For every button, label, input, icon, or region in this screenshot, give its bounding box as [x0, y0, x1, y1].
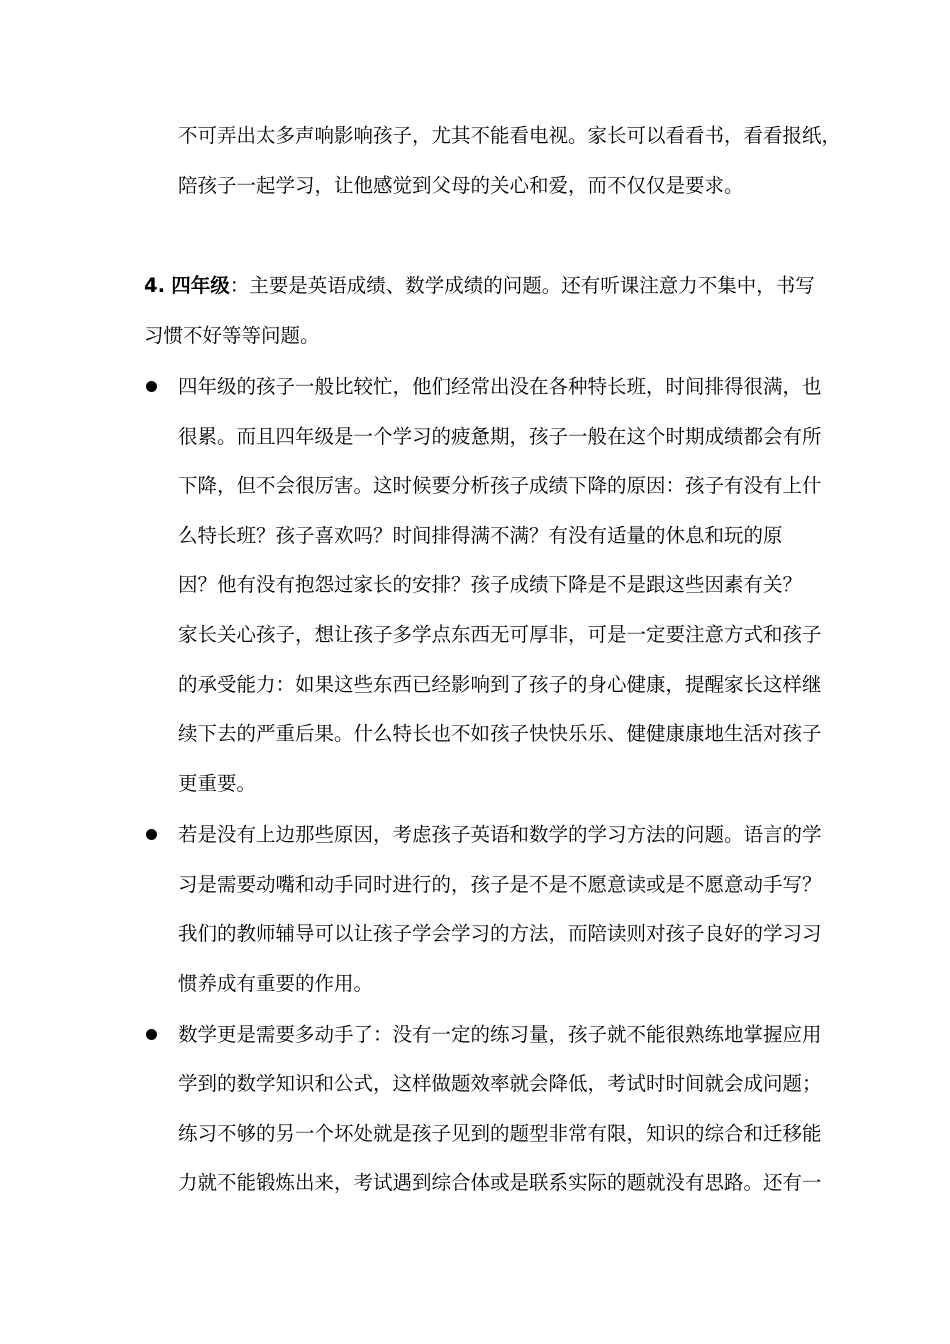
section-4-intro-line-1 — [144, 273, 815, 299]
bullet-2-line: 惯养成有重要的作用。 — [178, 972, 374, 995]
bullet-1-line: 四年级的孩子一般比较忙，他们经常出没在各种特长班，时间排得很满，也 — [178, 375, 822, 398]
bullet-dot-1 — [146, 381, 157, 392]
bullet-2-line: 习是需要动嘴和动手同时进行的，孩子是不是不愿意读或是不愿意动手写？ — [178, 873, 822, 896]
section-4-intro-line-2: 习惯不好等等问题。 — [144, 324, 320, 347]
bullet-dot-3 — [146, 1029, 157, 1040]
bullet-1-line: 续下去的严重后果。什么特长也不如孩子快快乐乐、健健康康地生活对孩子 — [178, 722, 822, 745]
section-intro-text: ：主要是英语成绩、数学成绩的问题。还有听课注意力不集中，书写 — [229, 274, 815, 297]
continuation-line-1: 不可弄出太多声响影响孩子，尤其不能看电视。家长可以看看书，看看报纸， — [178, 124, 842, 147]
bullet-2-line: 我们的教师辅导可以让孩子学会学习的方法，而陪读则对孩子良好的学习习 — [178, 922, 822, 945]
bullet-3-line: 练习不够的另一个坏处就是孩子见到的题型非常有限，知识的综合和迁移能 — [178, 1122, 822, 1145]
bullet-1-line: 的承受能力：如果这些东西已经影响到了孩子的身心健康，提醒家长这样继 — [178, 673, 822, 696]
bullet-3-line: 学到的数学知识和公式，这样做题效率就会降低，考试时时间就会成问题； — [178, 1072, 822, 1095]
bullet-1-line: 更重要。 — [178, 772, 257, 795]
section-number: 4. — [144, 274, 165, 297]
section-heading: 四年级 — [171, 274, 230, 297]
bullet-1-line: 很累。而且四年级是一个学习的疲惫期，孩子一般在这个时期成绩都会有所 — [178, 425, 822, 448]
bullet-3-line: 数学更是需要多动手了：没有一定的练习量，孩子就不能很熟练地掌握应用 — [178, 1023, 822, 1046]
bullet-1-line: 因？他有没有抱怨过家长的安排？孩子成绩下降是不是跟这些因素有关？ — [178, 573, 803, 596]
bullet-dot-2 — [146, 829, 157, 840]
continuation-line-2: 陪孩子一起学习，让他感觉到父母的关心和爱，而不仅仅是要求。 — [178, 174, 744, 197]
bullet-2-line: 若是没有上边那些原因，考虑孩子英语和数学的学习方法的问题。语言的学 — [178, 823, 822, 846]
bullet-3-line: 力就不能锻炼出来，考试遇到综合体或是联系实际的题就没有思路。还有一 — [178, 1171, 822, 1194]
bullet-1-line: 下降，但不会很厉害。这时候要分析孩子成绩下降的原因：孩子有没有上什 — [178, 474, 822, 497]
bullet-1-line: 么特长班？孩子喜欢吗？时间排得满不满？有没有适量的休息和玩的原 — [178, 524, 783, 547]
bullet-1-line: 家长关心孩子，想让孩子多学点东西无可厚非，可是一定要注意方式和孩子 — [178, 623, 822, 646]
